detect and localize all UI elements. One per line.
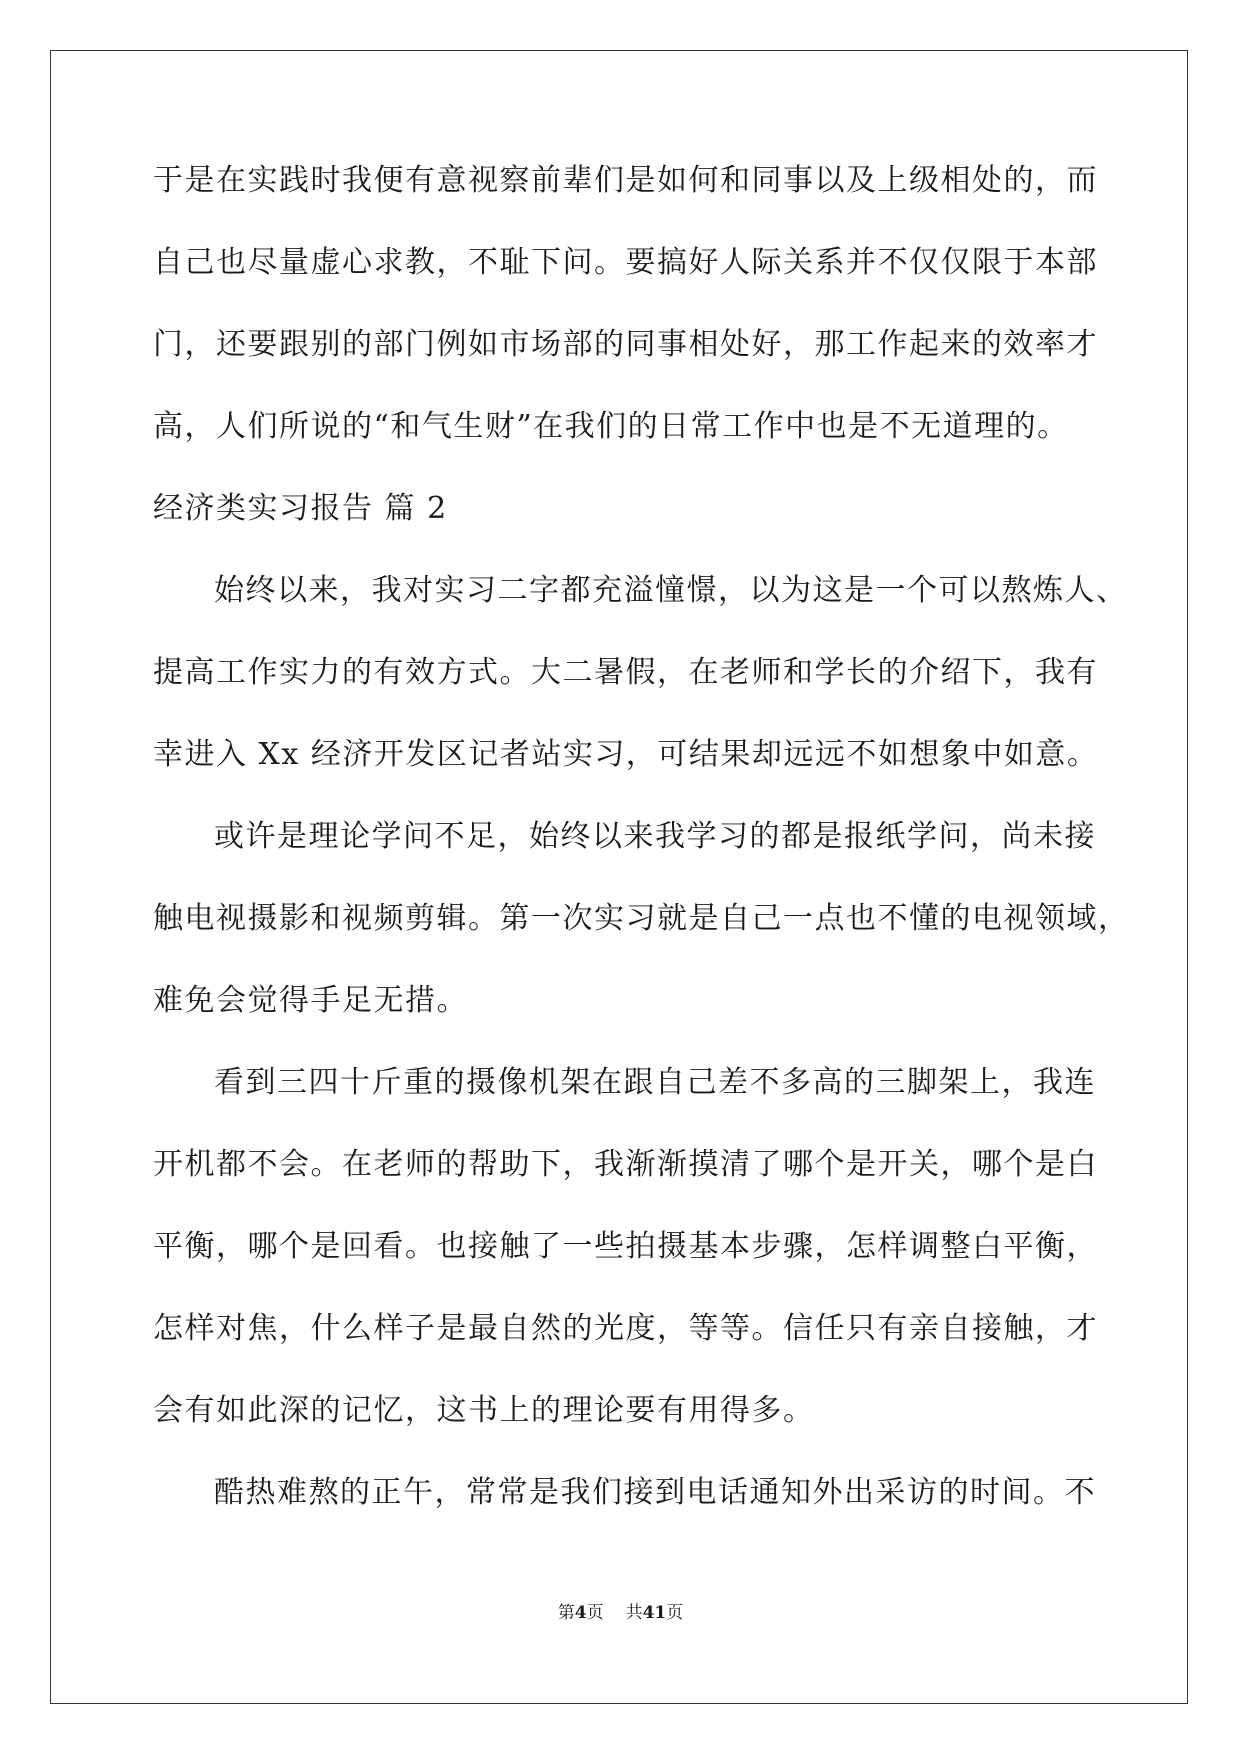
text-line: 自己也尽量虚心求教，不耻下问。要搞好人际关系并不仅仅限于本部 — [153, 245, 1098, 280]
text-line: 酷热难熬的正午，常常是我们接到电话通知外出采访的时间。不 — [214, 1475, 1096, 1510]
document-body — [153, 160, 1130, 1554]
text-line: 门，还要跟别的部门例如市场部的同事相处好，那工作起来的效率才 — [153, 327, 1098, 362]
footer-page-unit: 页 — [586, 1603, 604, 1623]
page-footer — [0, 1602, 1241, 1624]
text-line: 看到三四十斤重的摄像机架在跟自己差不多高的三脚架上，我连 — [214, 1065, 1096, 1100]
text-line: 幸进入 Xx 经济开发区记者站实习，可结果却远远不如想象中如意。 — [153, 737, 1099, 772]
text-line: 平衡，哪个是回看。也接触了一些拍摄基本步骤，怎样调整白平衡， — [153, 1229, 1098, 1264]
footer-total-prefix: 共 — [625, 1603, 643, 1623]
text-line: 提高工作实力的有效方式。大二暑假，在老师和学长的介绍下，我有 — [153, 655, 1098, 690]
section-heading: 经济类实习报告 篇 2 — [153, 491, 448, 526]
text-line: 触电视摄影和视频剪辑。第一次实习就是自己一点也不懂的电视领域， — [153, 901, 1130, 936]
text-line: 开机都不会。在老师的帮助下，我渐渐摸清了哪个是开关，哪个是白 — [153, 1147, 1098, 1182]
current-page-number: 4 — [574, 1603, 587, 1623]
text-line: 始终以来，我对实习二字都充溢憧憬，以为这是一个可以熬炼人、 — [214, 573, 1128, 608]
text-line: 难免会觉得手足无措。 — [153, 983, 468, 1018]
total-pages-number: 41 — [642, 1603, 667, 1623]
text-line: 或许是理论学问不足，始终以来我学习的都是报纸学问，尚未接 — [214, 819, 1096, 854]
text-line: 怎样对焦，什么样子是最自然的光度，等等。信任只有亲自接触，才 — [153, 1311, 1098, 1346]
text-line: 于是在实践时我便有意视察前辈们是如何和同事以及上级相处的，而 — [153, 163, 1098, 198]
text-line: 高，人们所说的“和气生财”在我们的日常工作中也是不无道理的。 — [153, 409, 1069, 444]
text-line: 会有如此深的记忆，这书上的理论要有用得多。 — [153, 1393, 815, 1428]
footer-prefix: 第 — [557, 1603, 575, 1623]
footer-total-unit: 页 — [666, 1603, 684, 1623]
